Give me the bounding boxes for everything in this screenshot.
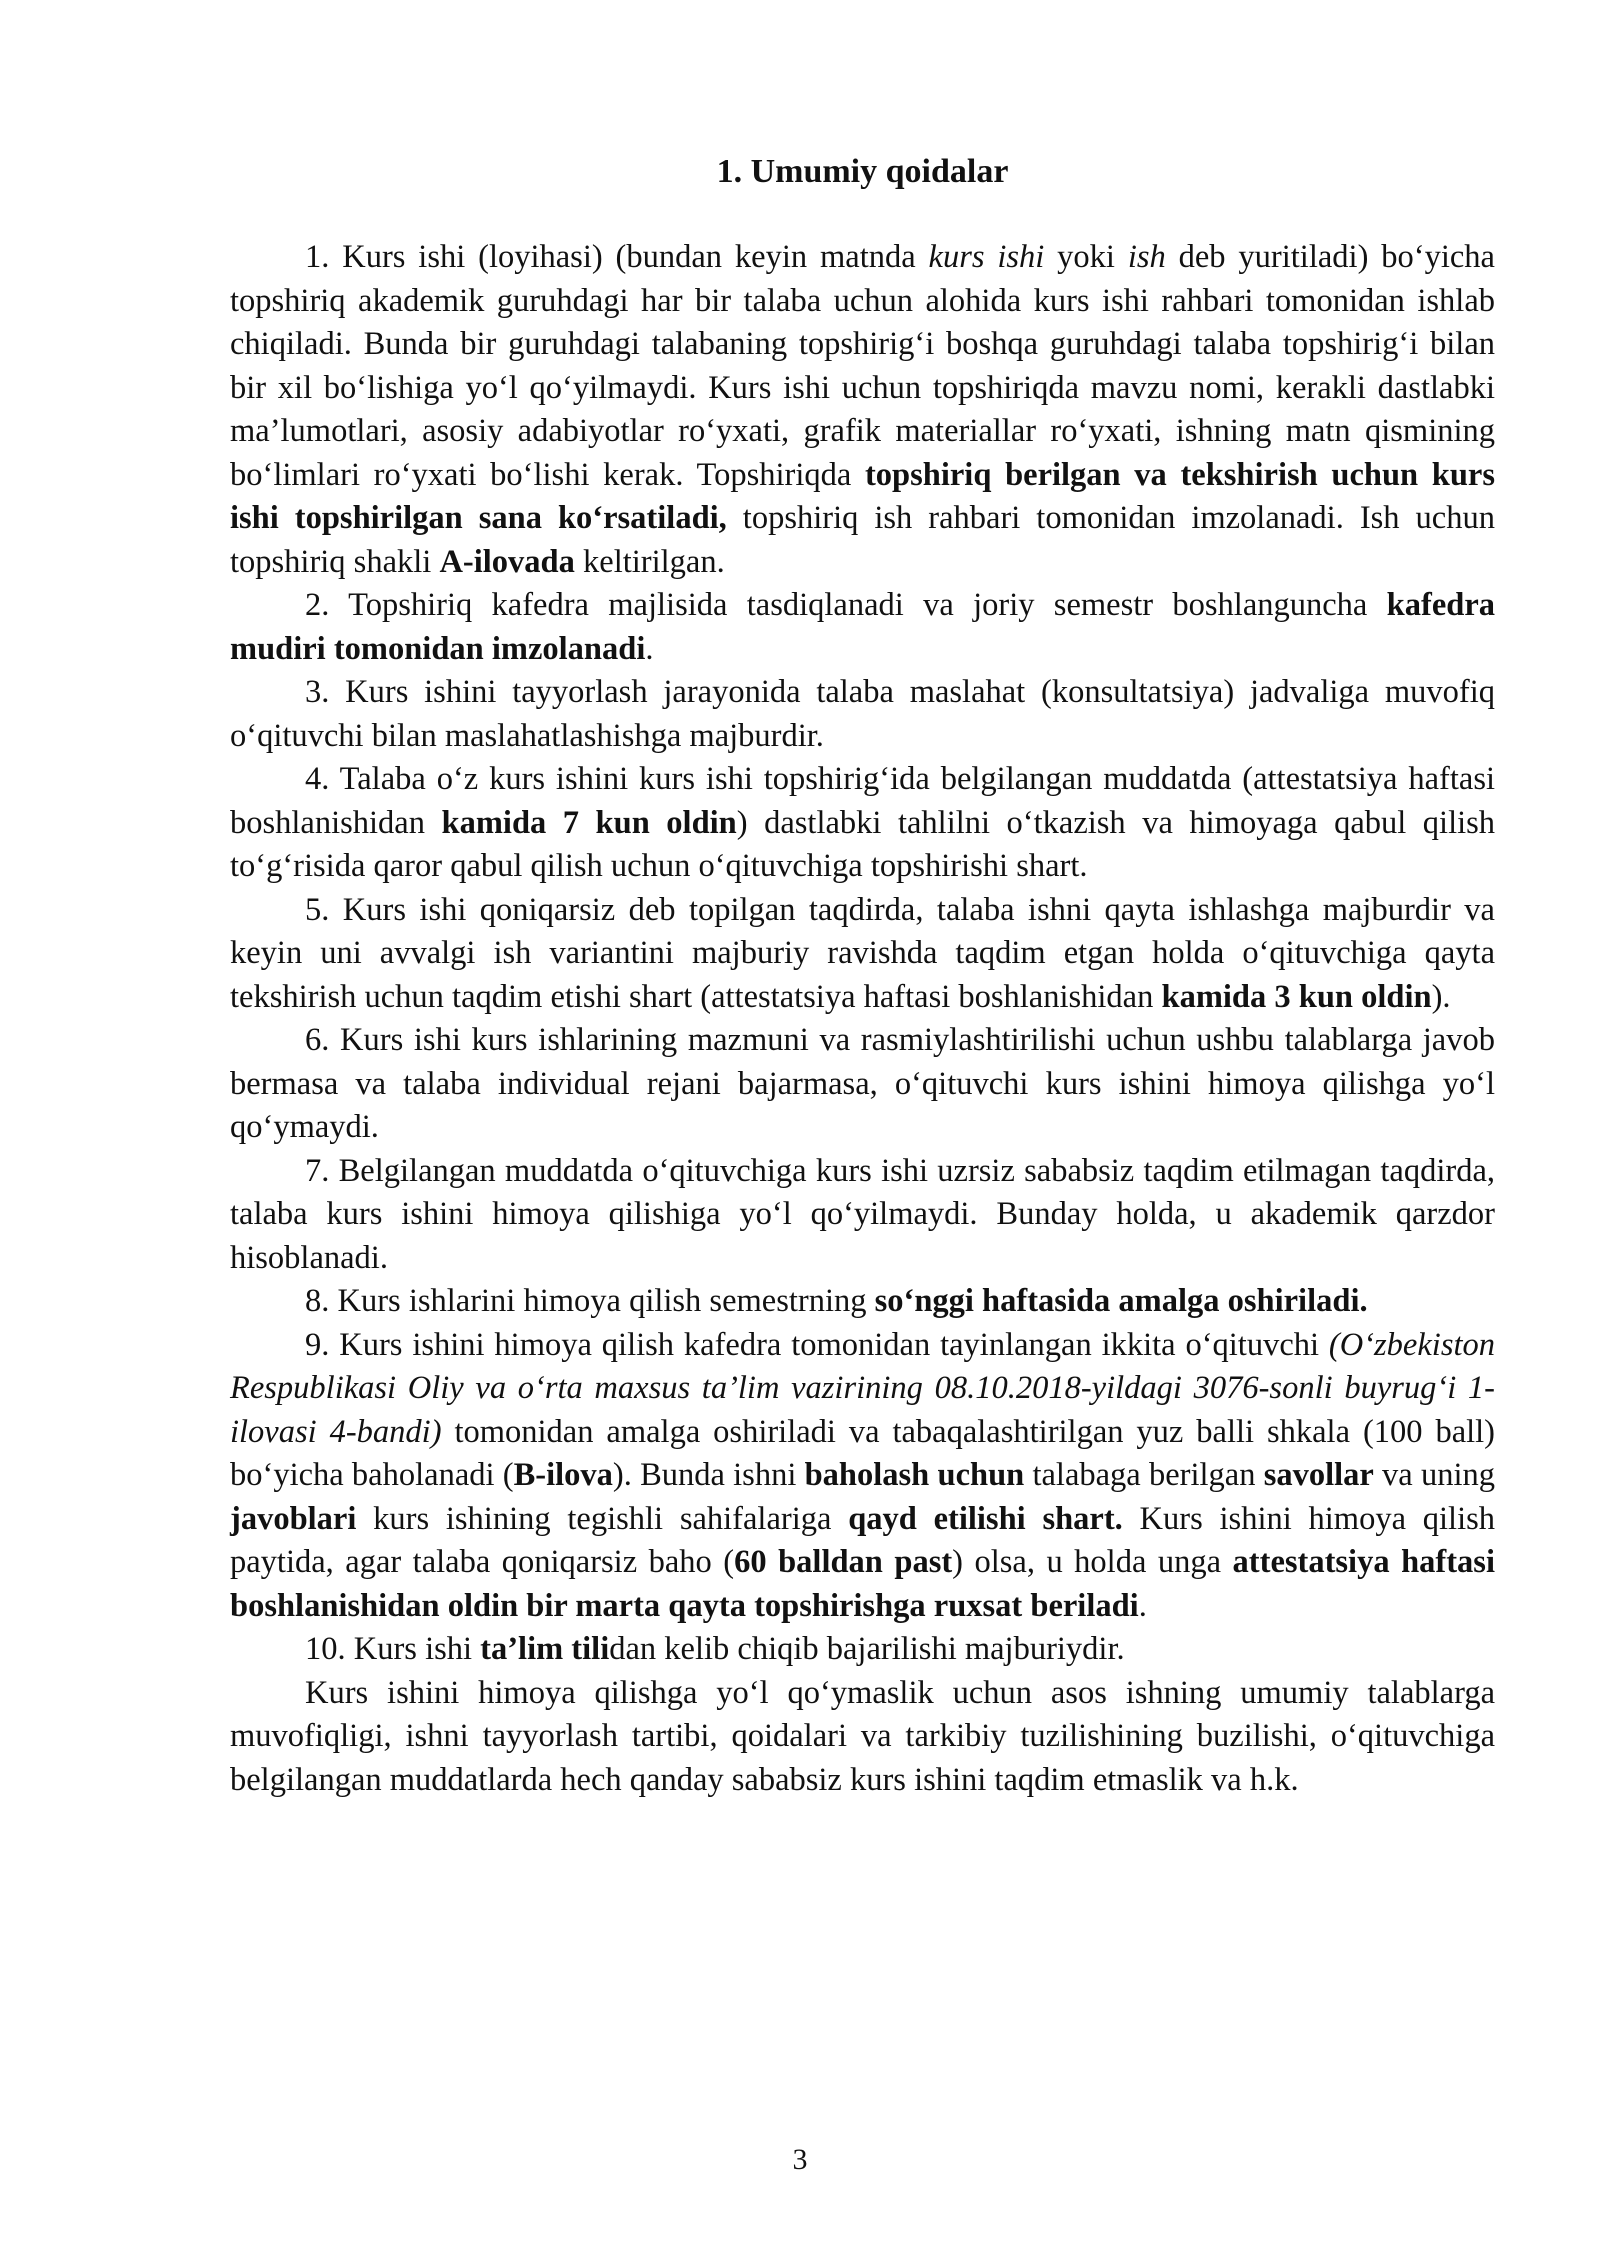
bold-text: so‘nggi haftasida amalga oshiriladi. [874,1283,1368,1319]
paragraph-7 [230,1150,1495,1281]
bold-text: ta’lim tili [480,1631,610,1667]
paragraph-9 [230,1324,1495,1629]
text-run: 7. Belgilangan muddatda o‘qituvchiga kurs ishi uzrsiz sababsiz taqdim etilmagan taqdirda, talaba kurs ishini himoya qilishiga yo‘l qo‘yilmaydi. Bunday holda, u akademik qarzdor hisoblanadi. [230,1152,1495,1276]
italic-text: (O‘zbekiston Respublikasi Oliy va o‘rta maxsus ta’lim vazirining 08.10.2018-yildagi 3076-sonli buyrug‘i 1-ilovasi 4-bandi) [230,1326,1495,1450]
text-run: yoki [1044,239,1128,275]
bold-text: topshiriq berilgan va tekshirish uchun kurs ishi topshirilgan sana ko‘rsatiladi, [230,456,1495,536]
bold-text: kamida 7 kun oldin [441,804,737,841]
paragraph-4 [230,758,1495,889]
bold-text: B-ilova [513,1457,613,1493]
text-run: 2. Topshiriq kafedra majlisida tasdiqlanadi va joriy semestr boshlanguncha [305,587,1387,623]
italic-text: ish [1127,239,1166,275]
document-body [230,236,1495,1802]
bold-text: A-ilovada [439,543,575,580]
text-run: kurs ishining tegishli sahifalariga [356,1500,849,1537]
text-run: Kurs ishini himoya qilishga yo‘l qo‘ymaslik uchun asos ishning umumiy talablarga muvofiqligi, ishni tayyorlash tartibi, qoidalari va tarkibiy tuzilishining buzilishi, o‘qituvchiga belgilangan muddatlarda hech qanday sababsiz kurs ishini taqdim etmaslik va h.k. [230,1674,1495,1798]
bold-text: attestatsiya haftasi boshlanishidan oldin bir marta qayta topshirishga ruxsat beriladi [230,1544,1495,1624]
text-run: ) dastlabki tahlilni o‘tkazish va himoyaga qabul qilish to‘g‘risida qaror qabul qilish uchun o‘qituvchiga topshirishi shart. [230,804,1496,884]
text-run: deb yuritiladi) bo‘yicha topshiriq akademik guruhdagi har bir talaba uchun alohida kurs ishi rahbari tomonidan ishlab chiqiladi. Bunda bir guruhdagi talabaning topshirig‘i boshqa guruhdagi talaba topshirig‘i bilan bir xil bo‘lishiga yo‘l qo‘yilmaydi. Kurs ishi uchun topshiriqda mavzu nomi, kerakli dastlabki ma’lumotlari, asosiy adabiyotlar ro‘yxati, grafik materiallar ro‘yxati, ishning matn qismining bo‘limlari ro‘yxati bo‘lishi kerak. Topshiriqda [230,239,1495,493]
paragraph-11 [230,1672,1495,1803]
text-run: 4. Talaba o‘z kurs ishini kurs ishi topshirig‘ida belgilangan muddatda (attestatsiya haftasi boshlanishidan [230,761,1495,841]
text-run: 3. Kurs ishini tayyorlash jarayonida talaba maslahat (konsultatsiya) jadvaliga muvofiq o‘qituvchi bilan maslahatlashishga majburdir. [230,674,1495,754]
text-run: dan kelib chiqib bajarilishi majburiydir. [609,1631,1125,1667]
text-run: va uning [1373,1457,1495,1493]
text-run: . [1138,1587,1147,1624]
text-run: . [645,630,654,667]
paragraph-6 [230,1019,1495,1150]
text-run: Kurs ishini himoya qilish paytida, agar talaba qoniqarsiz baho ( [230,1500,1495,1580]
bold-text: baholash uchun [804,1457,1025,1493]
paragraph-8 [230,1280,1495,1324]
page-number: 3 [792,2143,808,2176]
text-run: ) olsa, u holda unga [952,1544,1233,1580]
text-run: 6. Kurs ishi kurs ishlarining mazmuni va rasmiylashtirilishi uchun ushbu talablarga javob bermasa va talaba individual rejani bajarmasa, o‘qituvchi kurs ishini himoya qilishga yo‘l qo‘ymaydi. [230,1022,1495,1145]
text-run: tomonidan amalga oshiriladi va tabaqalashtirilgan yuz balli shkala (100 ball) bo‘yicha baholanadi ( [230,1413,1496,1493]
paragraph-1 [230,236,1495,584]
text-run: 9. Kurs ishini himoya qilish kafedra tomonidan tayinlangan ikkita o‘qituvchi [305,1326,1329,1363]
bold-text: qayd etilishi shart. [848,1500,1123,1537]
bold-text: kamida 3 kun oldin [1161,978,1432,1015]
text-run: topshiriq ish rahbari tomonidan imzolanadi. Ish uchun topshiriq shakli [230,500,1495,580]
bold-text: kafedra mudiri tomonidan imzolanadi [230,587,1495,667]
bold-text: savollar [1263,1457,1374,1493]
text-run: 1. Kurs ishi (loyihasi) (bundan keyin matnda [305,239,929,275]
bold-text: 60 balldan past [734,1544,953,1580]
text-run: 5. Kurs ishi qoniqarsiz deb topilgan taqdirda, talaba ishni qayta ishlashga majburdir va keyin uni avvalgi ish variantini majburiy ravishda taqdim etgan holda o‘qituvchiga qayta tekshirish uchun taqdim etishi shart (attestatsiya haftasi boshlanishidan [230,891,1495,1015]
paragraph-10 [230,1628,1495,1672]
document-page [230,150,1495,1802]
paragraph-2 [230,584,1495,671]
paragraph-3 [230,671,1495,758]
text-run: ). [1431,978,1451,1015]
text-run: 10. Kurs ishi [305,1631,481,1667]
text-run: ). Bunda ishni [612,1457,805,1493]
paragraph-5 [230,889,1495,1020]
text-run: keltirilgan. [574,543,725,580]
section-title: 1. Umumiy qoidalar [716,153,1009,190]
bold-text: javoblari [230,1500,357,1537]
italic-text: kurs ishi [928,239,1045,275]
text-run: 8. Kurs ishlarini himoya qilish semestrning [305,1283,875,1319]
text-run: talabaga berilgan [1024,1457,1264,1493]
